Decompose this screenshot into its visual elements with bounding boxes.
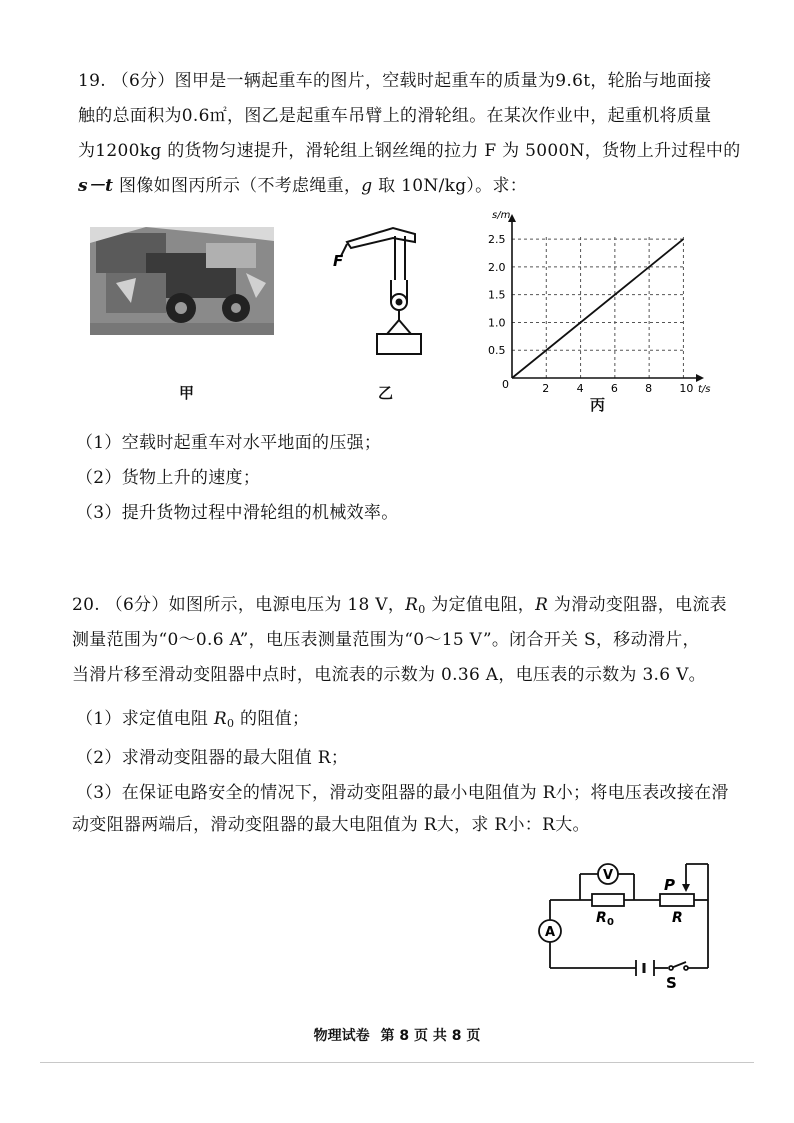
r0-subscript-2: 0: [227, 717, 235, 730]
footer-page: 第 8 页 共 8 页: [380, 1028, 481, 1044]
x-axis-label: t/s: [698, 384, 711, 395]
x-tick-label: 6: [610, 382, 618, 395]
q20-sub-3-line-1: （3）在保证电路安全的情况下，滑动变阻器的最小电阻值为 R小；将电压表改接在滑: [76, 783, 729, 803]
y-tick-label: 1.5: [488, 288, 506, 302]
r0-symbol: R: [405, 595, 419, 615]
r0-subscript: 0: [418, 603, 426, 616]
st-graph: [478, 210, 711, 408]
y-tick-label: 2.5: [488, 233, 506, 247]
y-tick-label: 0.5: [488, 344, 506, 358]
q20-sub-2: （2）求滑动变阻器的最大阻值 R；: [76, 748, 349, 768]
r-symbol: R: [535, 595, 549, 615]
x-axis-arrow: [696, 374, 704, 382]
q20-line-1: [72, 592, 727, 623]
voltmeter-label: V: [603, 868, 614, 883]
q20-sub-1: [76, 706, 309, 737]
slider-label: P: [664, 876, 675, 894]
page-footer: [0, 1025, 794, 1045]
circuit-r0-label: R: [596, 910, 607, 926]
x-tick-label: 8: [645, 382, 653, 395]
circuit-diagram: [536, 852, 726, 994]
q20-line-1-c: 为滑动变阻器，电流表: [548, 595, 727, 615]
q19-sub-3: （3）提升货物过程中滑轮组的机械效率。: [76, 503, 399, 523]
g-symbol: g: [361, 176, 373, 196]
q19-line-1: 19. （6分）图甲是一辆起重车的图片，空载时起重车的质量为9.6t，轮胎与地面接: [78, 71, 712, 91]
st-symbol: s－t: [78, 176, 114, 196]
q20-line-1-b: 为定值电阻，: [425, 595, 536, 615]
y-axis-label: s/m: [492, 210, 511, 221]
q19-sub-2: （2）货物上升的速度；: [76, 468, 261, 488]
origin-label: 0: [502, 378, 509, 391]
y-tick-label: 2.0: [488, 260, 506, 274]
q20-sub-1-b: 的阻值；: [234, 709, 310, 729]
q20-line-1-a: 20. （6分）如图所示，电源电压为 18 V，: [72, 595, 406, 615]
bottom-rule: [40, 1062, 754, 1063]
switch-label: S: [666, 974, 677, 992]
pulley-diagram: [325, 220, 440, 360]
x-tick-label: 10: [679, 382, 694, 395]
circuit-r-label: R: [672, 910, 683, 926]
circuit-r0-sub: 0: [607, 917, 614, 928]
ammeter-label: A: [545, 925, 556, 940]
q19-line-4-a: 图像如图丙所示（不考虑绳重，: [119, 176, 362, 196]
series-line: [512, 239, 683, 378]
x-tick-label: 2: [542, 382, 550, 395]
x-tick-label: 4: [576, 382, 584, 395]
caption-yi: 乙: [378, 384, 394, 402]
q20-line-3: 当滑片移至滑动变阻器中点时，电流表的示数为 0.36 A，电压表的示数为 3.6 V。: [72, 665, 706, 685]
q19-line-4: [78, 173, 527, 199]
force-label: F: [333, 252, 344, 270]
q20-line-2: 测量范围为“0～0.6 A”，电压表测量范围为“0～15 V”。闭合开关 S，移动滑片，: [72, 630, 700, 650]
q19-line-3: 为1200kg 的货物匀速提升，滑轮组上钢丝绳的拉力 F 为 5000N，货物上升过程中的: [78, 141, 741, 161]
crane-truck-photo: [86, 213, 278, 343]
caption-jia: 甲: [179, 384, 195, 402]
q19-sub-1: （1）空载时起重车对水平地面的压强；: [76, 433, 382, 453]
q20-sub-1-a: （1）求定值电阻: [76, 709, 214, 729]
footer-subject: 物理试卷: [313, 1028, 370, 1044]
y-tick-label: 1.0: [488, 316, 506, 330]
q19-line-4-b: 取 10N/kg）。求：: [378, 176, 528, 196]
r0-symbol-2: R: [213, 709, 228, 729]
q19-line-2: 触的总面积为0.6㎡，图乙是起重车吊臂上的滑轮组。在某次作业中，起重机将质量: [78, 106, 712, 126]
caption-bing: 丙: [590, 396, 606, 414]
q20-sub-3-line-2: 动变阻器两端后，滑动变阻器的最大电阻值为 R大，求 R小：R大。: [72, 815, 590, 835]
